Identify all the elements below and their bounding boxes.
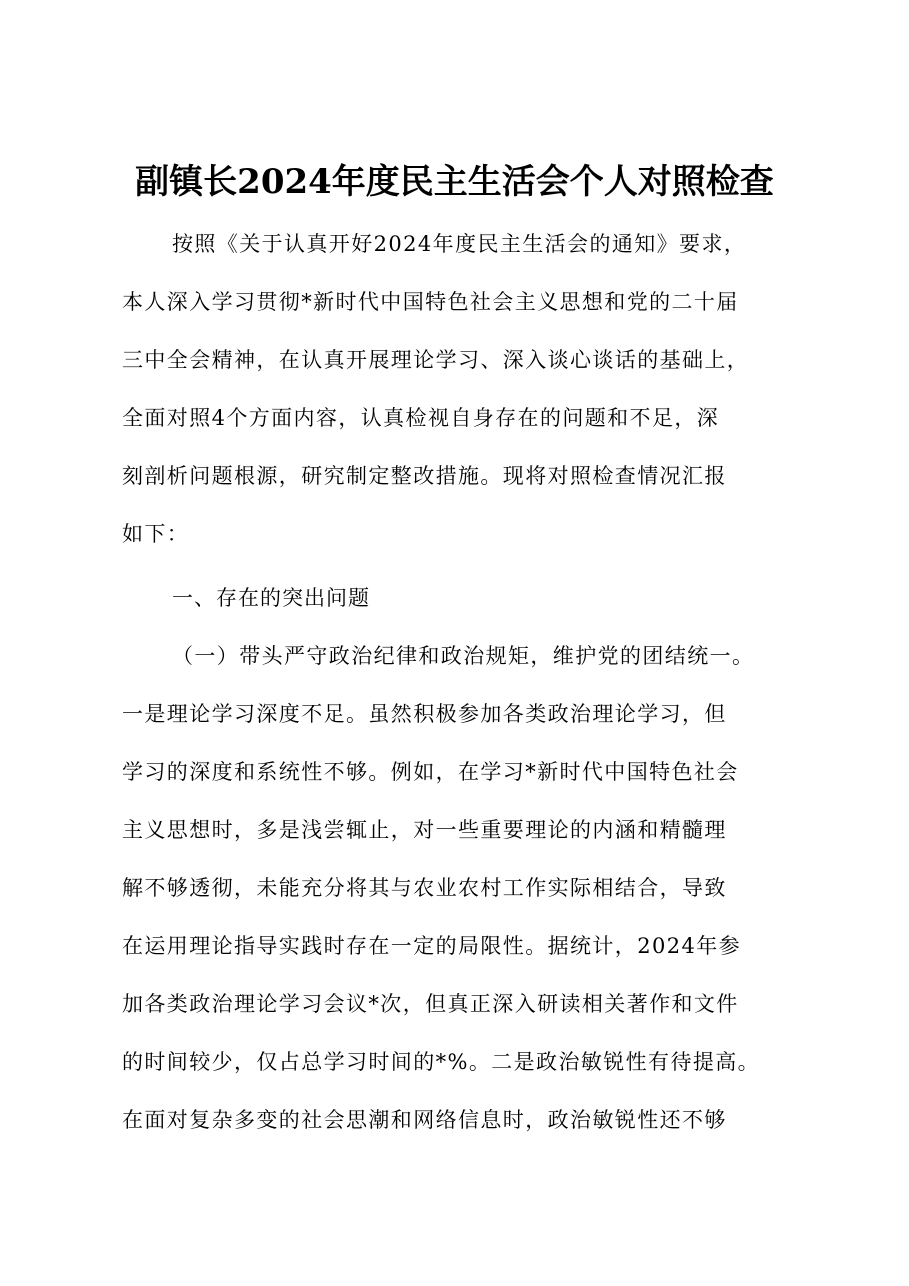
body-line: 的时间较少，仅占总学习时间的*%。二是政治敏锐性有待提高。 (122, 1050, 761, 1074)
body-line: 加各类政治理论学习会议*次，但真正深入研读相关著作和文件 (122, 992, 739, 1016)
intro-line: 三中全会精神，在认真开展理论学习、深入谈心谈话的基础上， (122, 348, 750, 372)
intro-paragraph (122, 215, 794, 563)
section-heading-block (122, 569, 794, 627)
body-line: 主义思想时，多是浅尝辄止，对一些重要理论的内涵和精髓理 (122, 818, 727, 842)
body-line: 在面对复杂多变的社会思潮和网络信息时，政治敏锐性还不够 (122, 1108, 727, 1132)
body-line: 解不够透彻，未能充分将其与农业农村工作实际相结合，导致 (122, 876, 727, 900)
subsection-1-paragraph (122, 627, 794, 1149)
intro-line: 全面对照4个方面内容，认真检视自身存在的问题和不足，深 (122, 406, 720, 430)
body-line: 一是理论学习深度不足。虽然积极参加各类政治理论学习，但 (122, 702, 727, 726)
section-1-heading: 一、存在的突出问题 (172, 586, 370, 610)
subsection-1-title-line: （一）带头严守政治纪律和政治规矩，维护党的团结统一。 (172, 644, 755, 668)
document-title: 副镇长2024年度民主生活会个人对照检查 (135, 162, 774, 202)
body-line: 在运用理论指导实践时存在一定的局限性。据统计，2024年参 (122, 934, 742, 958)
intro-line: 刻剖析问题根源，研究制定整改措施。现将对照检查情况汇报 (122, 464, 727, 488)
body-line: 学习的深度和系统性不够。例如，在学习*新时代中国特色社会 (122, 760, 739, 784)
intro-line: 如下： (122, 522, 190, 546)
intro-line: 本人深入学习贯彻*新时代中国特色社会主义思想和党的二十届 (122, 290, 739, 314)
intro-line: 按照《关于认真开好2024年度民主生活会的通知》要求， (172, 232, 747, 256)
